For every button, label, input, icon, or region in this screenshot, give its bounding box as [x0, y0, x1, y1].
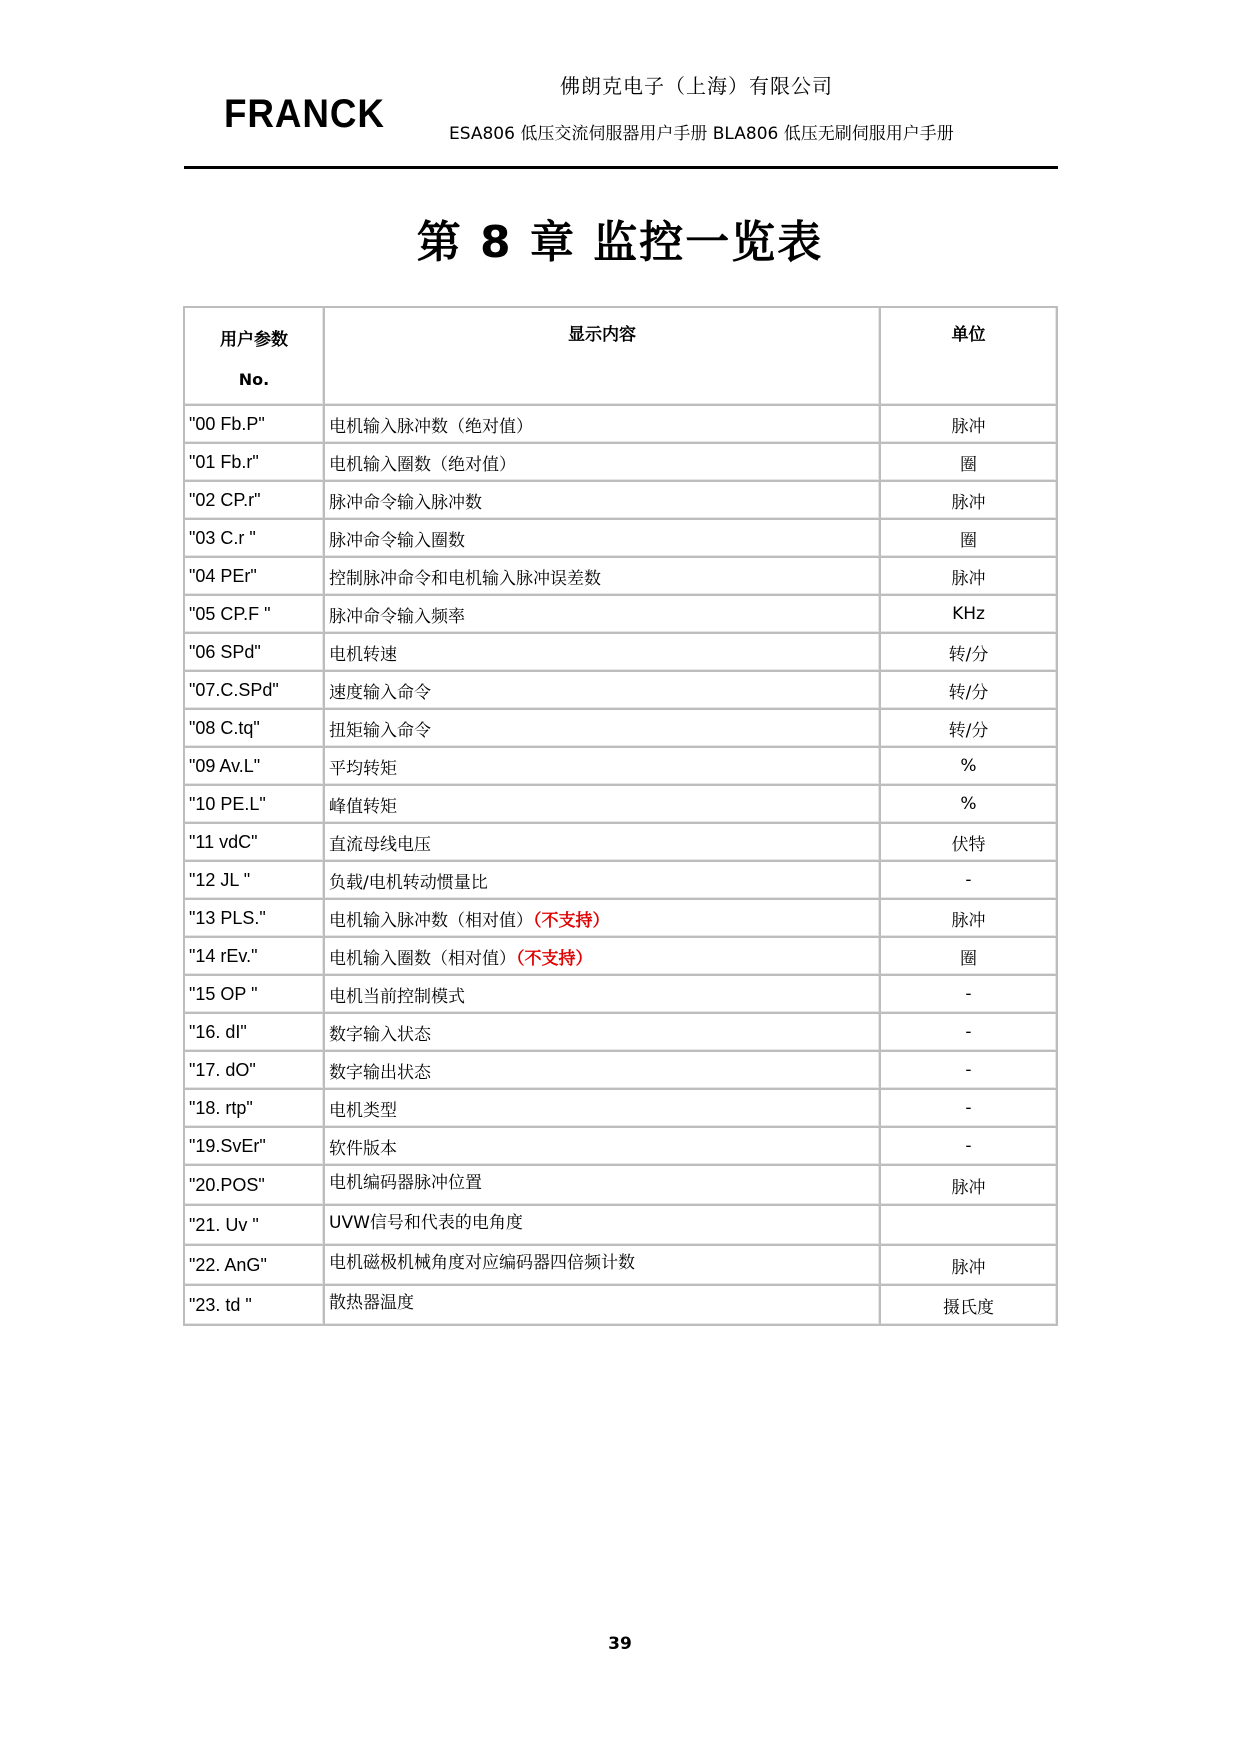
- unit-cell: 摄氏度: [880, 1285, 1057, 1325]
- display-content: [324, 975, 880, 1013]
- param-code: "00 Fb.P": [184, 405, 324, 443]
- unit-cell: 转/分: [880, 633, 1057, 671]
- unit-cell: 脉冲: [880, 557, 1057, 595]
- param-code: "17. dO": [184, 1051, 324, 1089]
- display-content-text: 扭矩输入命令: [329, 720, 431, 741]
- table-row: [184, 443, 1057, 481]
- table-row: [184, 1127, 1057, 1165]
- display-content: [324, 1089, 880, 1127]
- unit-cell: %: [880, 747, 1057, 785]
- param-code: "05 CP.F ": [184, 595, 324, 633]
- table-row: [184, 405, 1057, 443]
- table-row: [184, 709, 1057, 747]
- company-name: 佛朗克电子（上海）有限公司: [560, 74, 833, 98]
- table-row: [184, 1245, 1057, 1285]
- display-content-text: 电机类型: [329, 1100, 397, 1121]
- unit-cell: 转/分: [880, 709, 1057, 747]
- table-row: [184, 481, 1057, 519]
- display-content: [324, 1245, 880, 1285]
- display-content: [324, 823, 880, 861]
- table-row: [184, 937, 1057, 975]
- param-code: "23. td ": [184, 1285, 324, 1325]
- display-content: [324, 671, 880, 709]
- unit-cell: 脉冲: [880, 1245, 1057, 1285]
- display-content: [324, 481, 880, 519]
- unit-cell: 圈: [880, 937, 1057, 975]
- display-content: [324, 861, 880, 899]
- unit-cell: 转/分: [880, 671, 1057, 709]
- param-code: "14 rEv.": [184, 937, 324, 975]
- unit-cell: 脉冲: [880, 899, 1057, 937]
- param-code: "21. Uv ": [184, 1205, 324, 1245]
- display-content-text: 控制脉冲命令和电机输入脉冲误差数: [329, 568, 601, 589]
- unit-cell: -: [880, 1013, 1057, 1051]
- header-divider: [184, 166, 1058, 169]
- unit-cell: 脉冲: [880, 481, 1057, 519]
- display-content: [324, 747, 880, 785]
- unit-cell: 脉冲: [880, 405, 1057, 443]
- param-code: "07.C.SPd": [184, 671, 324, 709]
- display-content-text: 电机当前控制模式: [329, 986, 465, 1007]
- unit-cell: 圈: [880, 443, 1057, 481]
- unit-cell: 伏特: [880, 823, 1057, 861]
- unit-cell: -: [880, 1127, 1057, 1165]
- param-code: "20.POS": [184, 1165, 324, 1205]
- table-row: [184, 1051, 1057, 1089]
- display-content: [324, 1127, 880, 1165]
- table-row: [184, 557, 1057, 595]
- table-header-row: [184, 307, 1057, 405]
- display-content-text: 脉冲命令输入圈数: [329, 530, 465, 551]
- param-code: "11 vdC": [184, 823, 324, 861]
- table-row: [184, 899, 1057, 937]
- param-code: "06 SPd": [184, 633, 324, 671]
- display-content-text: 峰值转矩: [329, 796, 397, 817]
- display-content: [324, 443, 880, 481]
- unit-cell: 脉冲: [880, 1165, 1057, 1205]
- display-content-text: 软件版本: [329, 1138, 397, 1159]
- table-row: [184, 1013, 1057, 1051]
- table-row: [184, 785, 1057, 823]
- display-content-text: 直流母线电压: [329, 834, 431, 855]
- display-content: [324, 405, 880, 443]
- unit-cell: 圈: [880, 519, 1057, 557]
- table-row: [184, 861, 1057, 899]
- display-content-text: 平均转矩: [329, 758, 397, 779]
- unit-cell: KHz: [880, 595, 1057, 633]
- display-content: [324, 1051, 880, 1089]
- param-code: "16. dI": [184, 1013, 324, 1051]
- display-content-text: 电机输入脉冲数（相对值）: [329, 910, 533, 931]
- display-content-text: 脉冲命令输入频率: [329, 606, 465, 627]
- param-code: "08 C.tq": [184, 709, 324, 747]
- unsupported-note: （不支持）: [533, 910, 610, 931]
- unit-cell: [880, 1205, 1057, 1245]
- display-content-text: 脉冲命令输入脉冲数: [329, 492, 482, 513]
- manual-subtitle: ESA806 低压交流伺服器用户手册 BLA806 低压无刷伺服用户手册: [449, 124, 954, 144]
- param-code: "01 Fb.r": [184, 443, 324, 481]
- param-code: "18. rtp": [184, 1089, 324, 1127]
- display-content-text: 电机编码器脉冲位置: [329, 1173, 482, 1193]
- table-row: [184, 1165, 1057, 1205]
- chapter-title: 第 8 章 监控一览表: [416, 217, 824, 268]
- display-content-text: 数字输出状态: [329, 1062, 431, 1083]
- param-code: "22. AnG": [184, 1245, 324, 1285]
- table-row: [184, 975, 1057, 1013]
- display-content-text: 负载/电机转动惯量比: [329, 872, 488, 893]
- display-content: [324, 1205, 880, 1245]
- unit-cell: -: [880, 1089, 1057, 1127]
- table-row: [184, 595, 1057, 633]
- table-row: [184, 823, 1057, 861]
- unsupported-note: （不支持）: [516, 948, 593, 969]
- display-content: [324, 937, 880, 975]
- display-content-text: UVW信号和代表的电角度: [329, 1213, 523, 1233]
- table-row: [184, 1205, 1057, 1245]
- table-row: [184, 1089, 1057, 1127]
- display-content-text: 电机磁极机械角度对应编码器四倍频计数: [329, 1253, 635, 1273]
- display-content-text: 电机输入圈数（相对值）: [329, 948, 516, 969]
- param-code: "12 JL ": [184, 861, 324, 899]
- display-content-text: 数字输入状态: [329, 1024, 431, 1045]
- unit-cell: %: [880, 785, 1057, 823]
- unit-cell: -: [880, 861, 1057, 899]
- display-content-text: 电机输入圈数（绝对值）: [329, 454, 516, 475]
- display-content: [324, 633, 880, 671]
- param-code: "13 PLS.": [184, 899, 324, 937]
- page-number: 39: [608, 1634, 632, 1654]
- display-content: [324, 1165, 880, 1205]
- param-code: "04 PEr": [184, 557, 324, 595]
- display-content: [324, 709, 880, 747]
- table-row: [184, 633, 1057, 671]
- header-unit: 单位: [880, 307, 1057, 405]
- display-content-text: 速度输入命令: [329, 682, 431, 703]
- display-content: [324, 595, 880, 633]
- param-code: "03 C.r ": [184, 519, 324, 557]
- display-content: [324, 1013, 880, 1051]
- table-row: [184, 747, 1057, 785]
- unit-cell: -: [880, 1051, 1057, 1089]
- header-param: [184, 307, 324, 405]
- param-code: "19.SvEr": [184, 1127, 324, 1165]
- header-param-no: No.: [238, 370, 270, 389]
- display-content: [324, 899, 880, 937]
- param-code: "15 OP ": [184, 975, 324, 1013]
- param-code: "10 PE.L": [184, 785, 324, 823]
- display-content: [324, 519, 880, 557]
- display-content-text: 散热器温度: [329, 1293, 414, 1313]
- table-row: [184, 671, 1057, 709]
- header-param-label: 用户参数: [220, 330, 288, 350]
- unit-cell: -: [880, 975, 1057, 1013]
- company-logo: FRANCK: [224, 92, 385, 136]
- table-row: [184, 519, 1057, 557]
- display-content: [324, 785, 880, 823]
- table-row: [184, 1285, 1057, 1325]
- monitor-table: [183, 306, 1058, 1326]
- display-content: [324, 557, 880, 595]
- display-content-text: 电机输入脉冲数（绝对值）: [329, 416, 533, 437]
- header-content: 显示内容: [324, 307, 880, 405]
- display-content: [324, 1285, 880, 1325]
- display-content-text: 电机转速: [329, 644, 397, 665]
- param-code: "02 CP.r": [184, 481, 324, 519]
- param-code: "09 Av.L": [184, 747, 324, 785]
